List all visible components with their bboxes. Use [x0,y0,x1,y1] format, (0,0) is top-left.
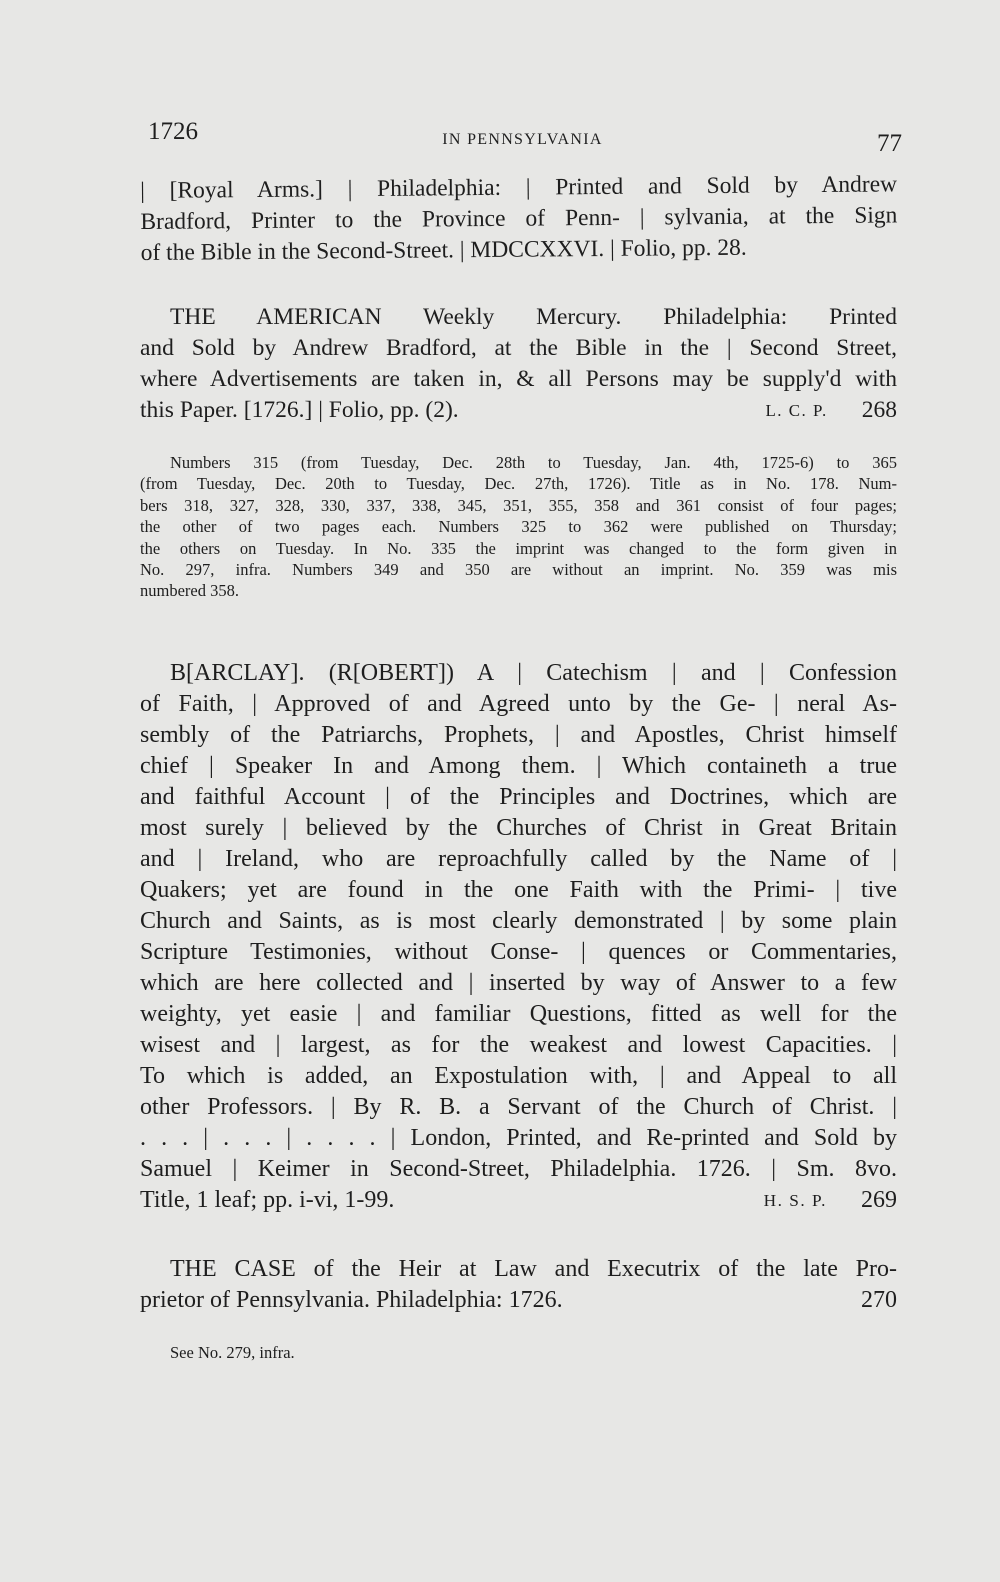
entry-line: and | Ireland, who are reproachfully called by the Name of | [140,846,897,872]
entry-270 [140,1254,897,1316]
entry-270-note [140,1342,897,1364]
entry-line: B[ARCLAY]. (R[OBERT]) A | Catechism | and | Confession [170,660,897,686]
running-header [143,118,902,158]
entry-line: Quakers; yet are found in the one Faith with the Primi- | tive [140,877,897,903]
entry-268-note [140,452,897,602]
note-line: Numbers 315 (from Tuesday, Dec. 28th to Tuesday, Jan. 4th, 1725-6) to 365 [170,453,897,472]
note-line: numbered 358. [140,581,239,601]
entry-line: To which is added, an Expostulation with, | and Appeal to all [140,1063,897,1089]
entry-line: chief | Speaker In and Among them. | Which containeth a true [140,753,897,779]
entry-line: Bradford, Printer to the Province of Penn- | sylvania, at the Sign [140,202,898,235]
entry-last-line [140,1285,897,1316]
entry-line: Samuel | Keimer in Second-Street, Philadelphia. 1726. | Sm. 8vo. [140,1156,897,1182]
header-title: IN PENNSYLVANIA [442,131,603,148]
entry-line: sembly of the Patriarchs, Prophets, | and Apostles, Christ himself [140,722,897,748]
entry-line: | [Royal Arms.] | Philadelphia: | Printed and Sold by Andrew [140,171,898,204]
entry-number: 268 [861,397,897,423]
entry-line: Scripture Testimonies, without Conse- | quences or Commentaries, [140,939,897,965]
page-number: 77 [877,130,902,157]
entry-line: THE AMERICAN Weekly Mercury. Philadelphia: Printed [170,304,897,330]
entry-line: where Advertisements are taken in, & all Persons may be supply'd with [140,366,897,392]
entry-line-text: Title, 1 leaf; pp. i-vi, 1-99. [140,1187,395,1213]
note-line: bers 318, 327, 328, 330, 337, 338, 345, 351, 355, 358 and 361 consist of four pages; [140,495,897,515]
entry-269 [140,658,897,1216]
note-line: See No. 279, infra. [170,1343,295,1362]
entry-line: other Professors. | By R. B. a Servant of the Church of Christ. | [140,1094,897,1120]
entry-continued [140,169,898,269]
entry-line: weighty, yet easie | and familiar Questions, fitted as well for the [140,1001,897,1027]
library-location: H. S. P. [763,1191,827,1210]
note-line: (from Tuesday, Dec. 20th to Tuesday, Dec. 27th, 1726). Title as in No. 178. Num- [140,474,897,494]
note-line: the others on Tuesday. In No. 335 the imprint was changed to the form given in [140,538,897,558]
entry-line: wisest and | largest, as for the weakest and lowest Capacities. | [140,1032,897,1058]
entry-line: which are here collected and | inserted by way of Answer to a few [140,970,897,996]
note-line: the other of two pages each. Numbers 325 to 362 were published on Thursday; [140,517,897,537]
entry-line: and Sold by Andrew Bradford, at the Bible in the | Second Street, [140,335,897,361]
note-line: No. 297, infra. Numbers 349 and 350 are without an imprint. No. 359 was mis [140,560,897,580]
entry-line: THE CASE of the Heir at Law and Executrix of the late Pro- [170,1256,897,1282]
entry-line-text: this Paper. [1726.] | Folio, pp. (2). [140,397,459,423]
library-location: L. C. P. [765,401,828,420]
entry-268 [140,302,897,426]
entry-line: and faithful Account | of the Principles and Doctrines, which are [140,784,897,810]
entry-line: Church and Saints, as is most clearly demonstrated | by some plain [140,908,897,934]
entry-number: 269 [861,1187,897,1213]
entry-last-line [140,1185,897,1216]
entry-line: of the Bible in the Second-Street. | MDCCXXVI. | Folio, pp. 28. [140,234,747,266]
entry-number: 270 [861,1287,897,1313]
entry-last-line [140,395,897,426]
entry-line-text: prietor of Pennsylvania. Philadelphia: 1726. [140,1287,563,1313]
entry-line: most surely | believed by the Churches of Christ in Great Britain [140,815,897,841]
entry-line: of Faith, | Approved of and Agreed unto by the Ge- | neral As- [140,691,897,717]
header-year: 1726 [148,118,198,145]
entry-line: . . . | . . . | . . . . | London, Printed, and Re-printed and Sold by [140,1125,897,1151]
